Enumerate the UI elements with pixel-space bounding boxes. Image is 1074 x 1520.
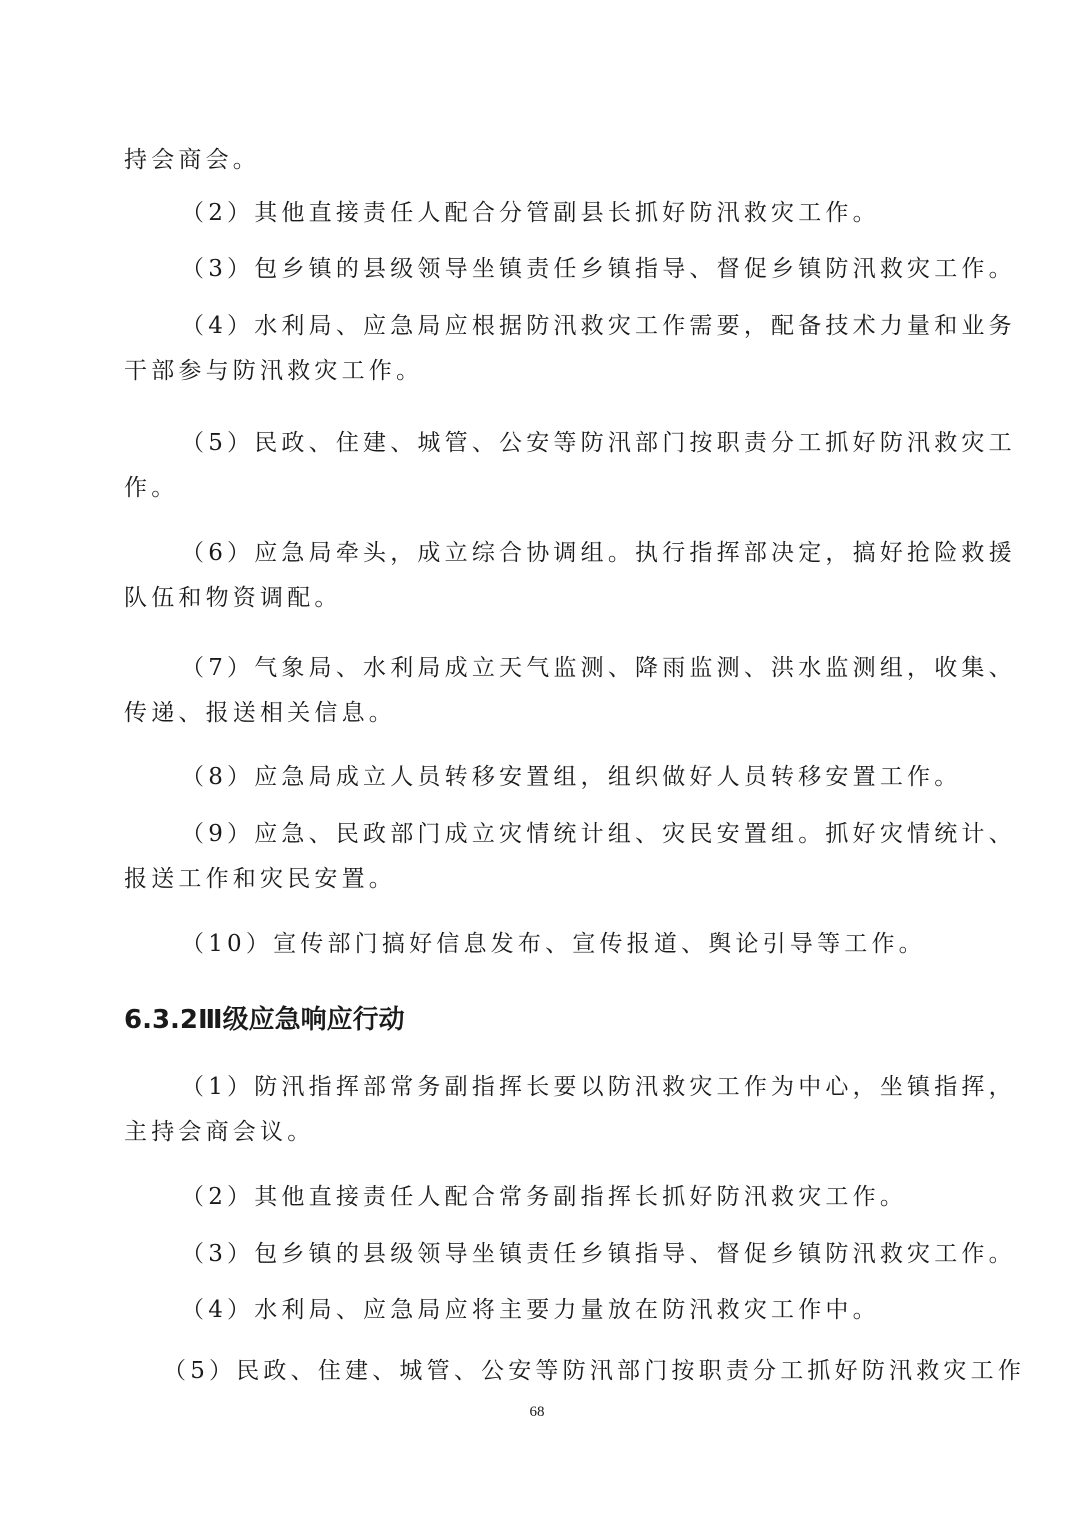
paragraph-line: （5）民政、住建、城管、公安等防汛部门按职责分工抓好防汛救灾工作 [163, 1358, 1026, 1384]
paragraph-line: （9）应急、民政部门成立灾情统计组、灾民安置组。抓好灾情统计、 [181, 821, 1016, 847]
paragraph-line: 主持会商会议。 [124, 1119, 315, 1145]
paragraph-line: 作。 [124, 475, 179, 501]
page-number: 68 [529, 1404, 545, 1420]
paragraph-line: 队伍和物资调配。 [124, 585, 342, 611]
paragraph-line: 传递、报送相关信息。 [124, 700, 396, 726]
paragraph-line: （2）其他直接责任人配合常务副指挥长抓好防汛救灾工作。 [181, 1184, 908, 1210]
section-heading: 6.3.2Ⅲ级应急响应行动 [124, 1005, 405, 1035]
paragraph-line: 报送工作和灾民安置。 [124, 866, 396, 892]
paragraph-line: 持会商会。 [124, 147, 260, 173]
paragraph-line: （3）包乡镇的县级领导坐镇责任乡镇指导、督促乡镇防汛救灾工作。 [181, 1241, 1016, 1267]
paragraph-line: （1）防汛指挥部常务副指挥长要以防汛救灾工作为中心，坐镇指挥， [181, 1074, 1016, 1100]
paragraph-line: （10）宣传部门搞好信息发布、宣传报道、舆论引导等工作。 [181, 931, 926, 957]
paragraph-line: （8）应急局成立人员转移安置组，组织做好人员转移安置工作。 [181, 764, 962, 790]
paragraph-line: （3）包乡镇的县级领导坐镇责任乡镇指导、督促乡镇防汛救灾工作。 [181, 256, 1016, 282]
paragraph-line: （4）水利局、应急局应根据防汛救灾工作需要，配备技术力量和业务 [181, 313, 1016, 339]
paragraph-line: （4）水利局、应急局应将主要力量放在防汛救灾工作中。 [181, 1297, 880, 1323]
paragraph-line: （2）其他直接责任人配合分管副县长抓好防汛救灾工作。 [181, 200, 880, 226]
paragraph-line: 干部参与防汛救灾工作。 [124, 358, 424, 384]
paragraph-line: （5）民政、住建、城管、公安等防汛部门按职责分工抓好防汛救灾工 [181, 430, 1016, 456]
paragraph-line: （6）应急局牵头，成立综合协调组。执行指挥部决定，搞好抢险救援 [181, 540, 1016, 566]
paragraph-line: （7）气象局、水利局成立天气监测、降雨监测、洪水监测组，收集、 [181, 655, 1016, 681]
